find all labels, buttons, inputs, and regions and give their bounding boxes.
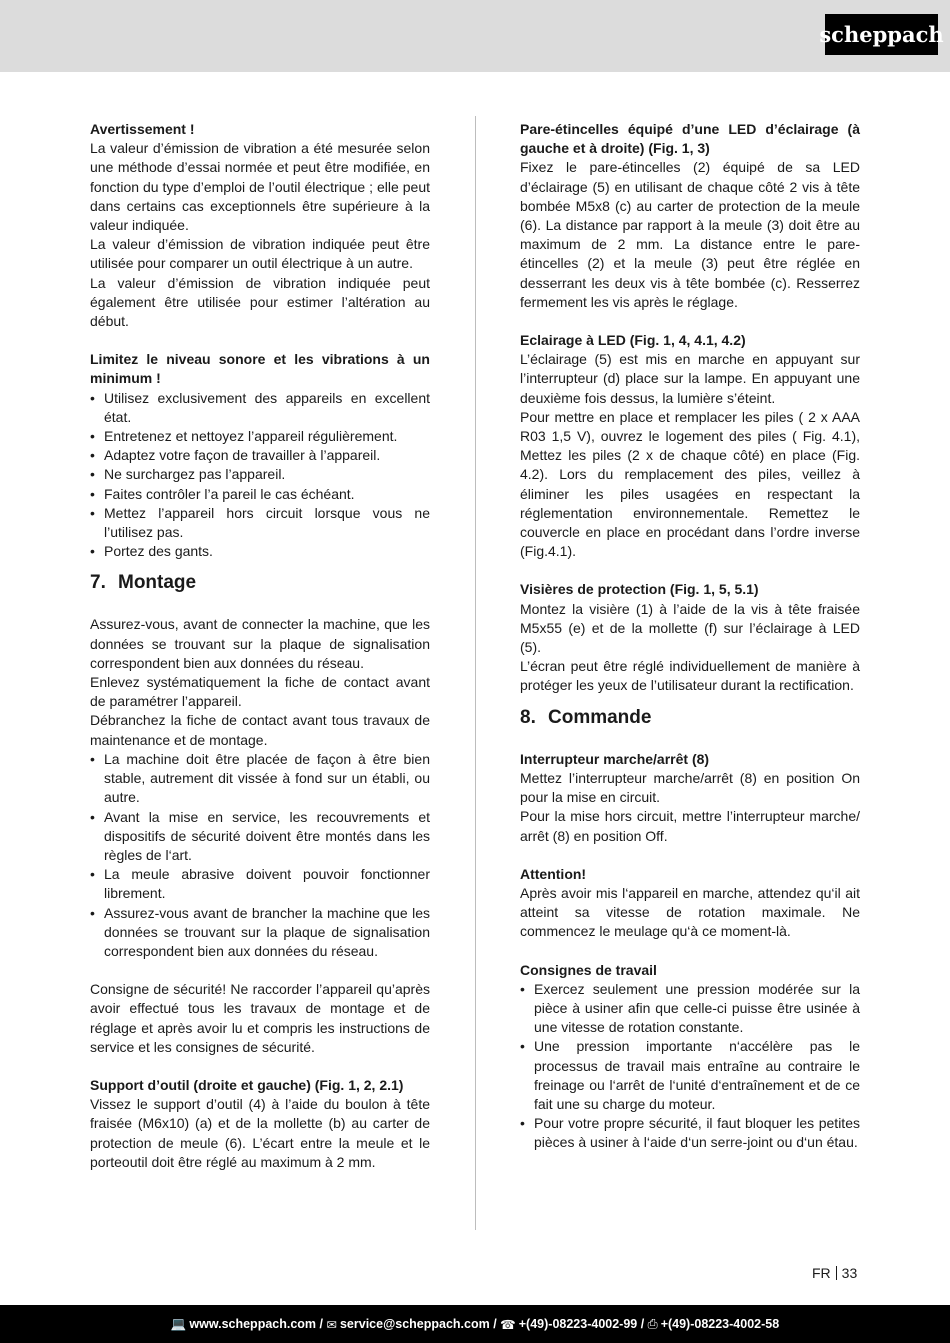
warning-paragraph: La valeur d’émission de vibration a été mesurée selon une méthode d’essai normée et peut être modifiée, en fonction du type d’emploi de l’outil électrique ; elle peut dans certains cas exceptionnels être supérieure à la valeur indiquée. xyxy=(90,140,430,234)
footer-web[interactable]: www.scheppach.com / xyxy=(189,1317,323,1331)
header-bar xyxy=(0,0,950,72)
page-lang: FR xyxy=(812,1265,831,1281)
section-number: 7. xyxy=(90,572,106,594)
list-item: • Pour votre propre sécurité, il faut bloquer les petites pièces à usiner à l‘aide d‘un serre-joint ou d‘un étau. xyxy=(520,1114,860,1152)
section-heading-montage xyxy=(90,571,430,595)
fax-icon: ⎙ xyxy=(647,1316,658,1331)
list-item: • Portez des gants. xyxy=(90,542,430,561)
visor-paragraph: Montez la visière (1) à l’aide de la vis à tête fraisée M5x55 (e) et de la mollette (f) sur l’éclairage à LED (5). xyxy=(520,600,860,656)
montage-paragraph: Débranchez la fiche de contact avant tous travaux de maintenance et de montage. xyxy=(90,712,430,748)
page-number xyxy=(812,1265,857,1281)
work-list xyxy=(520,980,860,1153)
mail-icon: ✉ xyxy=(326,1317,337,1332)
support-paragraph: Vissez le support d’outil (4) à l’aide du boulon à tête fraisée (M6x10) (a) et de la mollette (b) au carter de protection de meule (6). L’écart entre la meule et le porteoutil doit être réglé au maximum à 2 mm. xyxy=(90,1096,430,1170)
list-item: • Adaptez votre façon de travailler à l’appareil. xyxy=(90,446,430,465)
section-title: Montage xyxy=(118,572,197,594)
safety-paragraph: Consigne de sécurité! Ne raccorder l’appareil qu’après avoir effectué tous les travaux de montage et de réglage et après avoir lu et compris les instructions de service et les consignes de sécurité. xyxy=(90,981,430,1055)
list-item: • Utilisez exclusivement des appareils en excellent état. xyxy=(90,389,430,427)
support-heading: Support d’outil (droite et gauche) (Fig. 1, 2, 2.1) xyxy=(90,1076,404,1093)
footer-phone: +(49)-08223-4002-99 / xyxy=(518,1317,645,1331)
right-column xyxy=(520,120,860,1153)
computer-icon: 💻 xyxy=(170,1316,187,1331)
list-item: • Avant la mise en service, les recouvrements et dispositifs de sécurité doivent être montés dans les règles de l‘art. xyxy=(90,808,430,866)
list-item: • Exercez seulement une pression modérée sur la pièce à usiner afin que celle-ci puisse être usinée à une vitesse de rotation constante. xyxy=(520,980,860,1038)
list-item: • Mettez l’appareil hors circuit lorsque vous ne l’utilisez pas. xyxy=(90,504,430,542)
column-divider xyxy=(475,116,476,1230)
warning-paragraph: La valeur d’émission de vibration indiquée peut être utilisée pour comparer un outil électrique à un autre. xyxy=(90,236,430,272)
list-item: • La machine doit être placée de façon à être bien stable, autrement dit vissée à fond sur un établi, ou autre. xyxy=(90,750,430,808)
switch-paragraph: Mettez l’interrupteur marche/arrêt (8) en position On pour la mise en circuit. xyxy=(520,769,860,806)
warning-paragraph: La valeur d’émission de vibration indiquée peut également être utilisée pour estimer l’altération au début. xyxy=(90,274,430,330)
visor-heading: Visières de protection (Fig. 1, 5, 5.1) xyxy=(520,581,759,598)
list-item: • Entretenez et nettoyez l’appareil régulièrement. xyxy=(90,427,430,446)
led-paragraph: Pour mettre en place et remplacer les piles ( 2 x AAA R03 1,5 V), ouvrez le logement des piles ( Fig. 4.1), Mettez les piles (2 x de chaque côté) en place (Fig. 4.2). Lors du remplacement des piles, veillez à éliminer les piles usagées en respectant la réglementation environnementale. Remettez le couvercle en place en procédant dans l’ordre inverse (Fig.4.1). xyxy=(520,408,860,560)
spark-paragraph: Fixez le pare-étincelles (2) équipé de sa LED d’éclairage (5) en utilisant de chaque côté 2 vis à tête bombée M5x8 (c) au carter de protection de la meule (6). La distance par rapport à la meule (3) doit être au maximum de 2 mm. La distance entre le pare-étincelles (2) et la meule (3) peut être réglée en desserrant les deux vis à tête bombée (c). Resserrez fermement les vis après le réglage. xyxy=(520,159,860,310)
led-heading: Eclairage à LED (Fig. 1, 4, 4.1, 4.2) xyxy=(520,332,746,349)
footer-fax: +(49)-08223-4002-58 xyxy=(660,1317,780,1331)
montage-paragraph: Assurez-vous, avant de connecter la machine, que les données se trouvant sur la plaque de signalisation correspondent bien aux données du réseau. xyxy=(90,616,430,671)
left-column xyxy=(90,120,430,1172)
led-paragraph: L’éclairage (5) est mis en marche en appuyant sur l’interrupteur (d) place sur la lampe. En appuyant une deuxième fois dessus, la lumière s’éteint. xyxy=(520,351,860,406)
phone-icon: ☎ xyxy=(500,1317,516,1332)
switch-heading: Interrupteur marche/arrêt (8) xyxy=(520,750,710,767)
footer-email[interactable]: service@scheppach.com / xyxy=(339,1317,497,1331)
list-item: • Une pression importante n‘accélère pas le processus de travail mais entraîne au contraire le freinage ou l‘arrêt de l‘unité d‘entraînement et de ce fait une su charge du moteur. xyxy=(520,1037,860,1114)
list-item: • Ne surchargez pas l’appareil. xyxy=(90,465,430,484)
attention-paragraph: Après avoir mis l‘appareil en marche, attendez qu‘il ait atteint sa vitesse de rotation maximale. Ne commencez le meulage qu‘à ce moment-là. xyxy=(520,884,860,940)
visor-paragraph: L’écran peut être réglé individuellement de manière à protéger les yeux de l’utilisateur durant la rectification. xyxy=(520,658,860,694)
warning-heading: Avertissement ! xyxy=(90,121,195,137)
montage-paragraph: Enlevez systématiquement la fiche de contact avant de paramétrer l’appareil. xyxy=(90,674,430,710)
work-heading: Consignes de travail xyxy=(520,961,657,978)
switch-paragraph: Pour la mise hors circuit, mettre l’interrupteur marche/ arrêt (8) en position Off. xyxy=(520,808,860,844)
spark-heading: Pare-étincelles équipé d’une LED d’éclairage (à gauche et à droite) (Fig. 1, 3) xyxy=(520,121,860,157)
brand-logo: scheppach xyxy=(825,14,938,55)
section-number: 8. xyxy=(520,706,536,728)
section-heading-commande xyxy=(520,706,860,730)
list-item: • Faites contrôler l’a pareil le cas échéant. xyxy=(90,485,430,504)
limit-heading: Limitez le niveau sonore et les vibrations à un minimum ! xyxy=(90,351,430,387)
footer-bar xyxy=(0,1305,950,1343)
section-title: Commande xyxy=(548,706,652,728)
limit-list xyxy=(90,389,430,562)
list-item: • La meule abrasive doivent pouvoir fonctionner librement. xyxy=(90,865,430,903)
list-item: • Assurez-vous avant de brancher la machine que les données se trouvant sur la plaque de signalisation correspondent bien aux données du réseau. xyxy=(90,904,430,962)
montage-list xyxy=(90,750,430,961)
page-num: 33 xyxy=(841,1265,858,1281)
attention-heading: Attention! xyxy=(520,865,587,882)
